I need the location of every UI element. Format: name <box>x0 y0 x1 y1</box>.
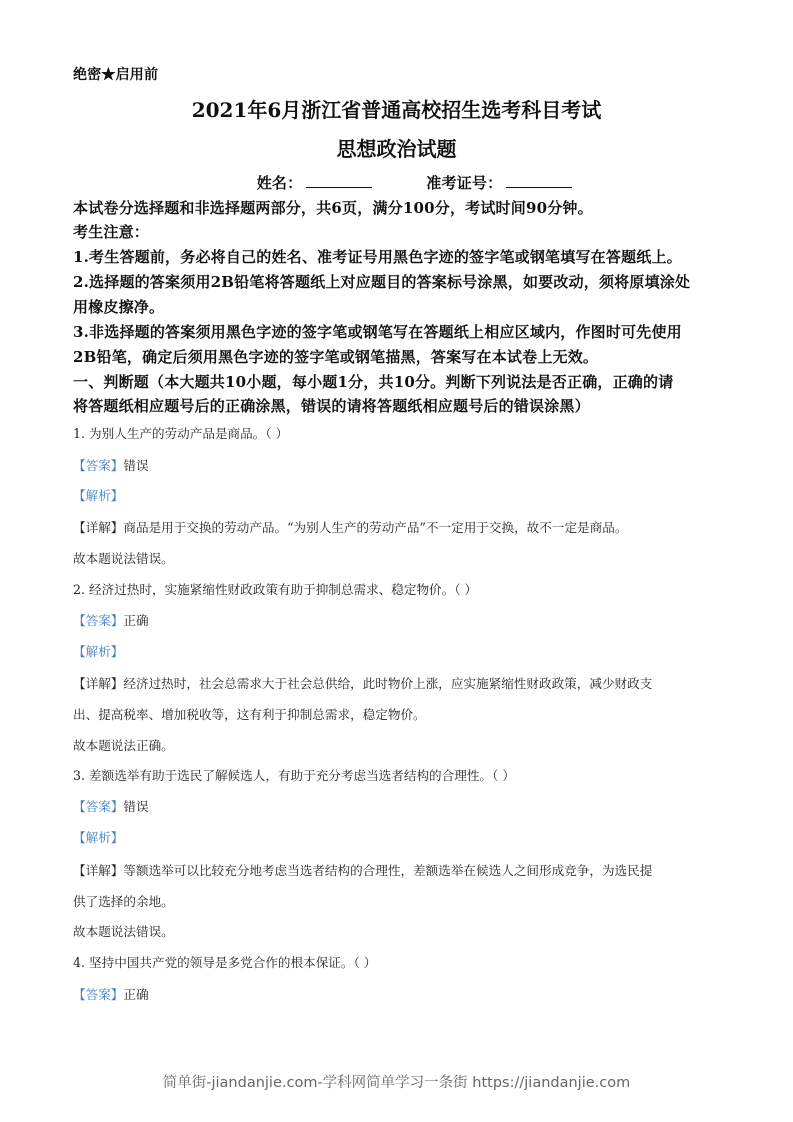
intro: 本试卷分选择题和非选择题两部分，共6页，满分100分，考试时间90分钟。 <box>73 199 593 217</box>
question-1-detail <box>73 517 627 536</box>
detail-text: 经济过热时，社会总需求大于社会总供给，此时物价上涨，应实施紧缩性财政政策，减少财政支 <box>123 676 653 691</box>
answer-label: 【答案】 <box>73 987 124 1002</box>
section-heading-1: 一、判断题（本大题共10小题，每小题1分，共10分。判断下列说法是否正确，正确的请 <box>73 373 674 391</box>
notice-item-2b: 用橡皮擦净。 <box>73 298 165 316</box>
detail-label: 【详解】 <box>73 863 124 878</box>
question-1-stem: 1. 为别人生产的劳动产品是商品。（ ） <box>73 426 289 441</box>
name-blank <box>306 175 372 188</box>
question-3-conclusion: 故本题说法错误。 <box>73 924 174 939</box>
question-2-answer <box>73 610 149 629</box>
question-2-detail-1 <box>73 673 652 692</box>
section-heading-2: 将答题纸相应题号后的正确涂黑，错误的请将答题纸相应题号后的错误涂黑） <box>73 397 590 415</box>
question-3-detail-2: 供了选择的余地。 <box>73 894 174 909</box>
question-1-analysis: 【解析】 <box>73 488 124 503</box>
detail-label: 【详解】 <box>73 520 124 535</box>
answer-label: 【答案】 <box>73 799 124 814</box>
answer-value: 正确 <box>123 987 149 1002</box>
candidate-info <box>0 172 793 193</box>
answer-value: 错误 <box>123 458 149 473</box>
detail-text: 等额选举可以比较充分地考虑当选者结构的合理性，差额选举在候选人之间形成竞争，为选民提 <box>123 863 653 878</box>
question-4-stem: 4. 坚持中国共产党的领导是多党合作的根本保证。（ ） <box>73 955 377 970</box>
question-2-analysis: 【解析】 <box>73 644 124 659</box>
answer-value: 正确 <box>123 613 149 628</box>
question-3-answer <box>73 796 149 815</box>
notice-item-2a: 2.选择题的答案须用2B铅笔将答题纸上对应题目的答案标号涂黑，如要改动，须将原填涂处 <box>73 273 691 291</box>
question-3-stem: 3. 差额选举有助于选民了解候选人，有助于充分考虑当选者结构的合理性。（ ） <box>73 768 515 783</box>
name-label: 姓名： <box>256 174 303 192</box>
secrecy-mark: 绝密★启用前 <box>73 67 159 83</box>
notice-item-3a: 3.非选择题的答案须用黑色字迹的签字笔或钢笔写在答题纸上相应区域内，作图时可先使用 <box>73 323 682 341</box>
question-1-conclusion: 故本题说法错误。 <box>73 551 174 566</box>
question-3-analysis: 【解析】 <box>73 830 124 845</box>
question-1-answer <box>73 455 149 474</box>
question-4-answer <box>73 984 149 1003</box>
answer-label: 【答案】 <box>73 458 124 473</box>
question-2-detail-2: 出、提高税率、增加税收等，这有利于抑制总需求，稳定物价。 <box>73 707 426 722</box>
notice-item-1: 1.考生答题前，务必将自己的姓名、准考证号用黑色字迹的签字笔或钢笔填写在答题纸上。 <box>73 248 682 266</box>
detail-text: 商品是用于交换的劳动产品。“为别人生产的劳动产品”不一定用于交换，故不一定是商品。 <box>123 520 628 535</box>
answer-label: 【答案】 <box>73 613 124 628</box>
detail-label: 【详解】 <box>73 676 124 691</box>
answer-value: 错误 <box>123 799 149 814</box>
question-3-detail-1 <box>73 860 652 879</box>
id-label: 准考证号： <box>426 174 503 192</box>
question-2-stem: 2. 经济过热时，实施紧缩性财政政策有助于抑制总需求、稳定物价。（ ） <box>73 582 478 597</box>
notice-item-3b: 2B铅笔，确定后须用黑色字迹的签字笔或钢笔描黑，答案写在本试卷上无效。 <box>73 348 599 366</box>
id-blank <box>506 175 572 188</box>
question-2-conclusion: 故本题说法正确。 <box>73 738 174 753</box>
exam-subtitle: 思想政治试题 <box>336 137 457 161</box>
footer-watermark: 简单街-jiandanjie.com-学科网简单学习一条街 https://jiandanjie.com <box>162 1075 631 1091</box>
notice-title: 考生注意： <box>73 223 150 241</box>
exam-title: 2021年6月浙江省普通高校招生选考科目考试 <box>191 98 602 122</box>
